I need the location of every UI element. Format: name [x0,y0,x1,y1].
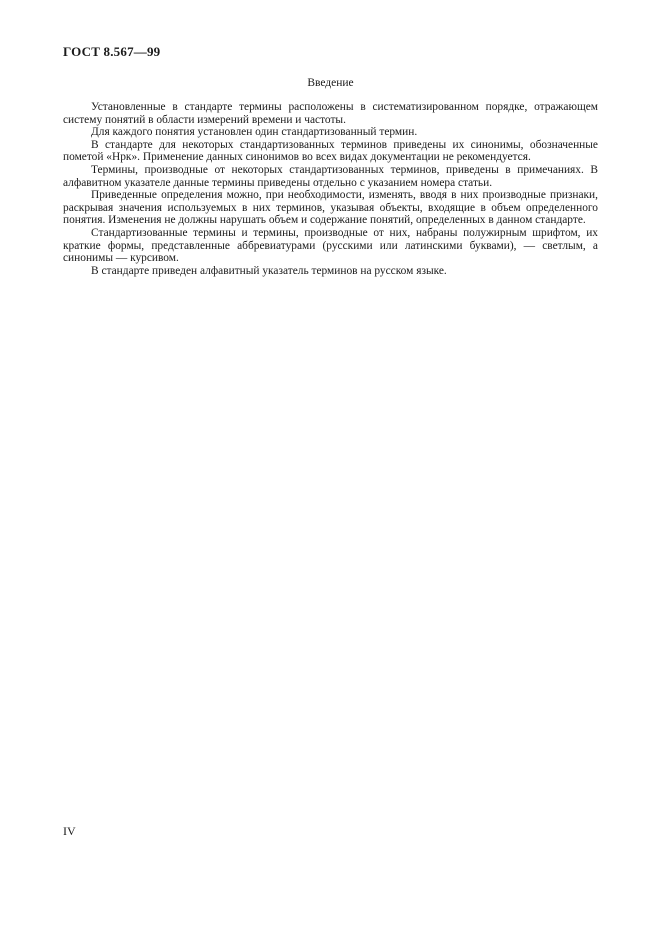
paragraph: Для каждого понятия установлен один стандартизованный термин. [91,126,418,139]
paragraph: Установленные в стандарте термины расположены в систематизированном порядке, отражающем систему понятий в области измерений времени и частоты. [63,101,598,126]
section-body [63,101,598,277]
paragraph: Стандартизованные термины и термины, производные от них, набраны полужирным шрифтом, их краткие формы, представленные аббревиатурами (русскими или латинскими буквами), — светлым, а синонимы — курсивом. [63,226,598,265]
page-number: IV [63,824,76,838]
document-code: ГОСТ 8.567—99 [63,44,161,59]
paragraph: Термины, производные от некоторых стандартизованных терминов, приведены в примечаниях. В алфавитном указателе данные термины приведены отдельно с указанием номера статьи. [63,163,598,189]
paragraph: Приведенные определения можно, при необходимости, изменять, вводя в них производные признаки, раскрывая значения используемых в них терминов, указывая объекты, входящие в объем определенного понятия. Изменения не должны нарушать объем и содержание понятий, определенных в данном стандарте. [63,189,598,227]
section-title: Введение [307,77,354,89]
paragraph: В стандарте приведен алфавитный указатель терминов на русском языке. [91,264,447,277]
paragraph: В стандарте для некоторых стандартизованных терминов приведены их синонимы, обозначенные пометой «Нрк». Применение данных синонимов во всех видах документации не рекомендуется. [63,138,598,164]
